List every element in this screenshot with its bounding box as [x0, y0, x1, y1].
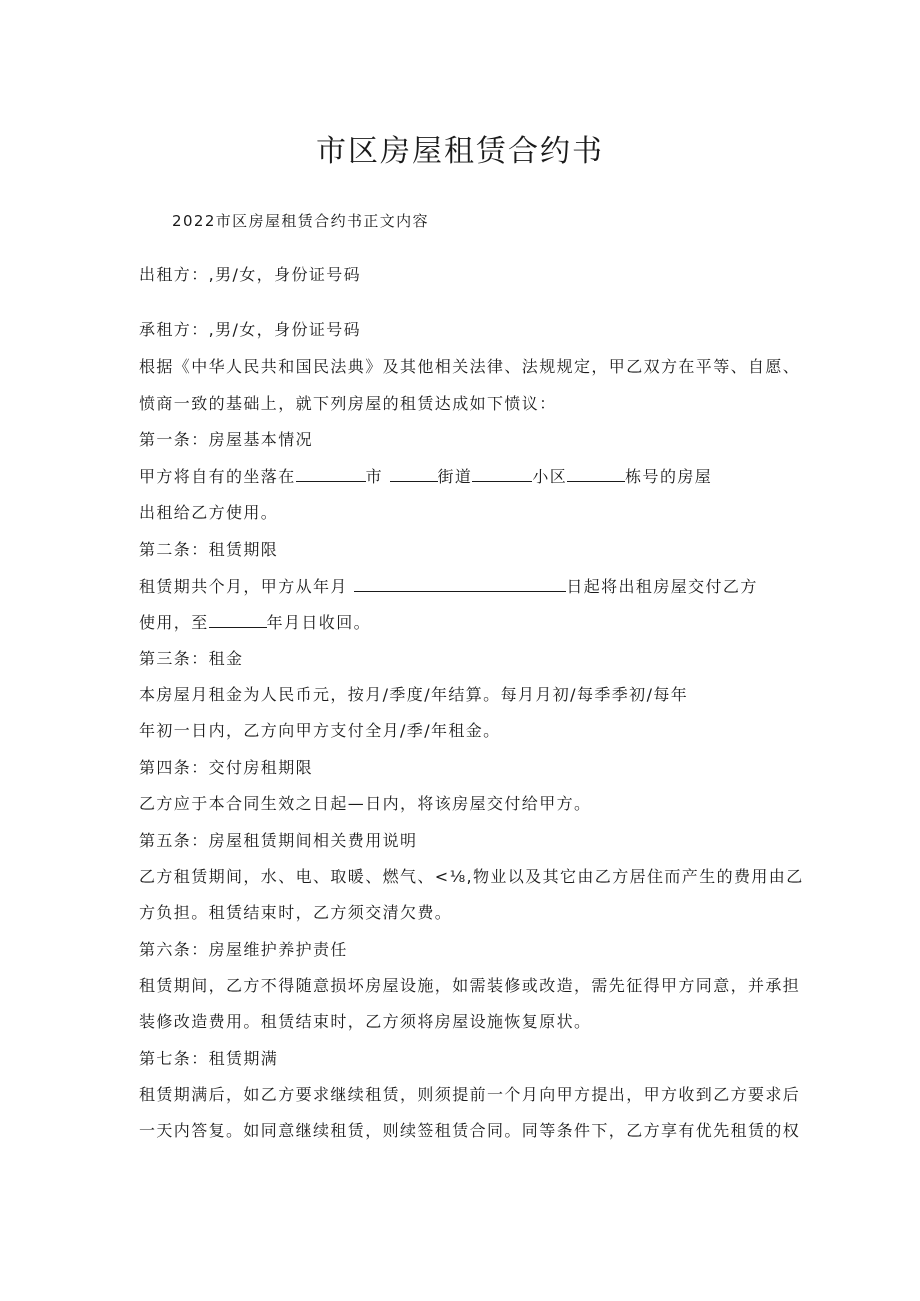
article-4-title: 第四条：交付房租期限: [139, 758, 314, 777]
text-segment: 街道: [437, 467, 473, 486]
article-7-title: 第七条：租赁期满: [139, 1049, 279, 1068]
article-5-paragraph-line-2: 方负担。租赁结束时，乙方须交清欠费。: [139, 903, 453, 922]
article-2-paragraph-line-2: [139, 612, 371, 633]
article-6-paragraph-line-2: 装修改造费用。租赁结束时，乙方须将房屋设施恢复原状。: [139, 1012, 592, 1031]
fill-blank-end-date: [209, 612, 267, 628]
article-5-title: 第五条：房屋租赁期间相关费用说明: [139, 831, 418, 850]
lessor-line: 出租方：,男/女，身份证号码: [139, 265, 362, 284]
article-7-paragraph-line-1: 租赁期满后，如乙方要求继续租赁，则须提前一个月向甲方提出，甲方收到乙方要求后: [139, 1085, 801, 1104]
text-segment: 甲方将自有的坐落在: [139, 467, 296, 486]
fill-blank-community: [472, 466, 532, 482]
article-1-title: 第一条：房屋基本情况: [139, 430, 314, 449]
document-title: 市区房屋租赁合约书: [316, 134, 604, 169]
article-2-paragraph-line-1: [139, 576, 758, 597]
article-3-title: 第三条：租金: [139, 649, 244, 668]
article-2-title: 第二条：租赁期限: [139, 540, 279, 559]
text-segment: 日起将出租房屋交付乙方: [566, 577, 758, 596]
article-6-title: 第六条：房屋维护养护责任: [139, 940, 348, 959]
lessee-line: 承租方：,男/女，身份证号码: [139, 320, 362, 339]
text-segment: 栋号的房屋: [625, 467, 713, 486]
article-7-paragraph-line-2: 一天内答复。如同意继续租赁，则续签租赁合同。同等条件下，乙方享有优先租赁的权: [139, 1121, 801, 1140]
article-3-paragraph-line-1: 本房屋月租金为人民币元，按月/季度/年结算。每月月初/每季季初/每年: [139, 685, 689, 704]
document-subtitle: 2022市区房屋租赁合约书正文内容: [172, 212, 429, 230]
text-segment: 使用，至: [139, 613, 209, 632]
article-1-paragraph-line-1: [139, 466, 712, 487]
text-segment: 租赁期共个月，甲方从年月: [139, 577, 348, 596]
article-5-paragraph-line-1: 乙方租赁期间，水、电、取暖、燃气、<⅛,物业以及其它由乙方居住而产生的费用由乙: [139, 867, 804, 886]
fill-blank-city: [296, 466, 366, 482]
text-segment: 市: [365, 467, 384, 486]
article-4-paragraph-line-1: 乙方应于本合同生效之日起—日内，将该房屋交付给甲方。: [139, 794, 592, 813]
preamble-line-1: 根据《中华人民共和国民法典》及其他相关法律、法规规定，甲乙双方在平等、自愿、: [139, 357, 801, 376]
text-segment: 小区: [532, 467, 568, 486]
article-6-paragraph-line-1: 租赁期间，乙方不得随意损坏房屋设施，如需装修或改造，需先征得甲方同意，并承担: [139, 976, 801, 995]
preamble-line-2: 愤商一致的基础上，就下列房屋的租赁达成如下愤议：: [139, 394, 557, 413]
article-3-paragraph-line-2: 年初一日内，乙方向甲方支付全月/季/年租金。: [139, 721, 501, 740]
fill-blank-building: [567, 466, 625, 482]
fill-blank-start-date: [354, 576, 566, 592]
fill-blank-street: [390, 466, 438, 482]
text-segment: 年月日收回。: [266, 613, 372, 632]
article-1-paragraph-line-2: 出租给乙方使用。: [139, 503, 279, 522]
